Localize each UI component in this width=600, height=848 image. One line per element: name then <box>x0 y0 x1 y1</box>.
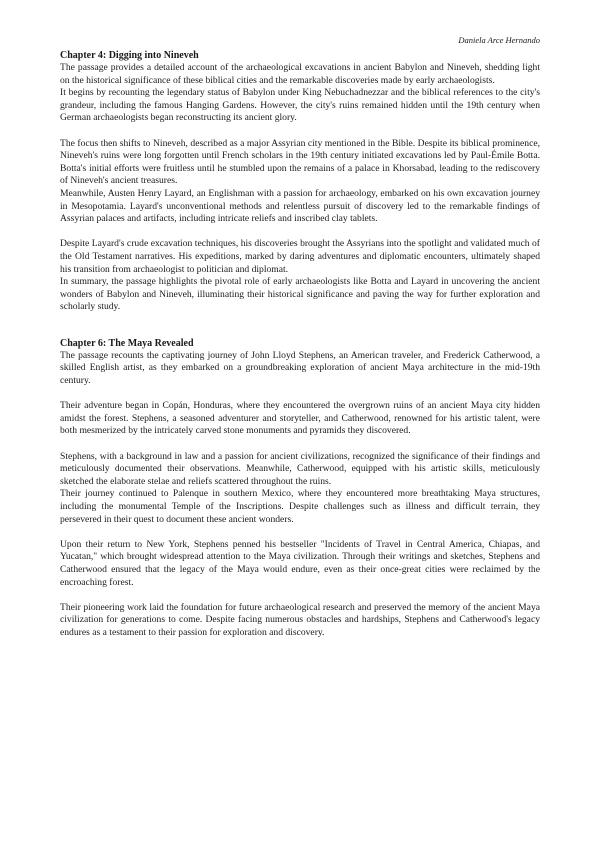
paragraph: Their journey continued to Palenque in southern Mexico, where they encountered more breathtaking Maya structures, including the monumental Temple of the Inscriptions. Despite challenges such as illness and difficult terrain, they persevered in their quest to document these ancient wonders. <box>60 488 540 525</box>
document-body <box>60 50 540 640</box>
paragraph: Despite Layard's crude excavation techniques, his discoveries brought the Assyrians into the spotlight and validated much of the Old Testament narratives. His expeditions, marked by daring adventures and diplomatic encounters, ultimately shaped his transition from archaeologist to politician and diplomat. <box>60 238 540 275</box>
paragraph: Upon their return to New York, Stephens penned his bestseller "Incidents of Travel in Central America, Chiapas, and Yucatan," which brought widespread attention to the Maya civilization. Through their writings and sketches, Stephens and Catherwood ensured that the legacy of the Maya would endure, even as their once-great cities were reclaimed by the encroaching forest. <box>60 538 540 588</box>
chapter-4-section <box>60 50 540 314</box>
paragraph: Their pioneering work laid the foundation for future archaeological research and preserved the memory of the ancient Maya civilization for generations to come. Despite facing numerous obstacles and hardships, Stephens and Catherwood's legacy endures as a testament to their passion for exploration and discovery. <box>60 601 540 638</box>
paragraph: In summary, the passage highlights the pivotal role of early archaeologists like Botta and Layard in uncovering the ancient wonders of Babylon and Nineveh, illuminating their historical significance and paving the way for further exploration and scholarly study. <box>60 276 540 313</box>
author-name: Daniela Arce Hernando <box>458 35 540 45</box>
paragraph: The passage provides a detailed account of the archaeological excavations in ancient Babylon and Nineveh, shedding light on the historical significance of these biblical cities and the remarkable discoveries made by early archaeologists. <box>60 62 540 86</box>
paragraph: The passage recounts the captivating journey of John Lloyd Stephens, an American traveler, and Frederick Catherwood, a skilled English artist, as they embarked on a groundbreaking exploration of ancient Maya architecture in the mid-19th century. <box>60 349 540 387</box>
chapter-6-section <box>60 338 540 640</box>
chapter-6-title: Chapter 6: The Maya Revealed <box>60 337 194 349</box>
paragraph: It begins by recounting the legendary status of Babylon under King Nebuchadnezzar and the biblical references to the city's grandeur, including the famous Hanging Gardens. However, the city's ruins remained hidden until the 19th century when German archaeologists began reconstructing its ancient glory. <box>60 87 540 124</box>
paragraph: Their adventure began in Copán, Honduras, where they encountered the overgrown ruins of an ancient Maya city hidden amidst the forest. Stephens, a seasoned adventurer and storyteller, and Catherwood, renowned for his artistic talent, were both mesmerized by the intricately carved stone monuments and pyramids they discovered. <box>60 400 540 437</box>
paragraph: The focus then shifts to Nineveh, described as a major Assyrian city mentioned in the Bible. Despite its biblical prominence, Nineveh's ruins were long forgotten until French scholars in the 19th century initiated excavations led by Paul-Émile Botta. Botta's initial efforts were fruitless until he stumbled upon the remains of a palace in Khorsabad, leading to the rediscovery of Nineveh's ancient treasures. <box>60 137 540 187</box>
paragraph: Meanwhile, Austen Henry Layard, an Englishman with a passion for archaeology, embarked on his own excavation journey in Mesopotamia. Layard's unconventional methods and relentless pursuit of discovery led to the remarkable findings of Assyrian palaces and artifacts, including intricate reliefs and inscribed clay tablets. <box>60 187 540 225</box>
chapter-4-title: Chapter 4: Digging into Nineveh <box>60 50 199 61</box>
paragraph: Stephens, with a background in law and a passion for ancient civilizations, recognized the significance of their findings and meticulously documented their observations. Meanwhile, Catherwood, equipped with his artistic skills, meticulously sketched the elaborate stelae and reliefs scattered throughout the ruins. <box>60 450 540 487</box>
